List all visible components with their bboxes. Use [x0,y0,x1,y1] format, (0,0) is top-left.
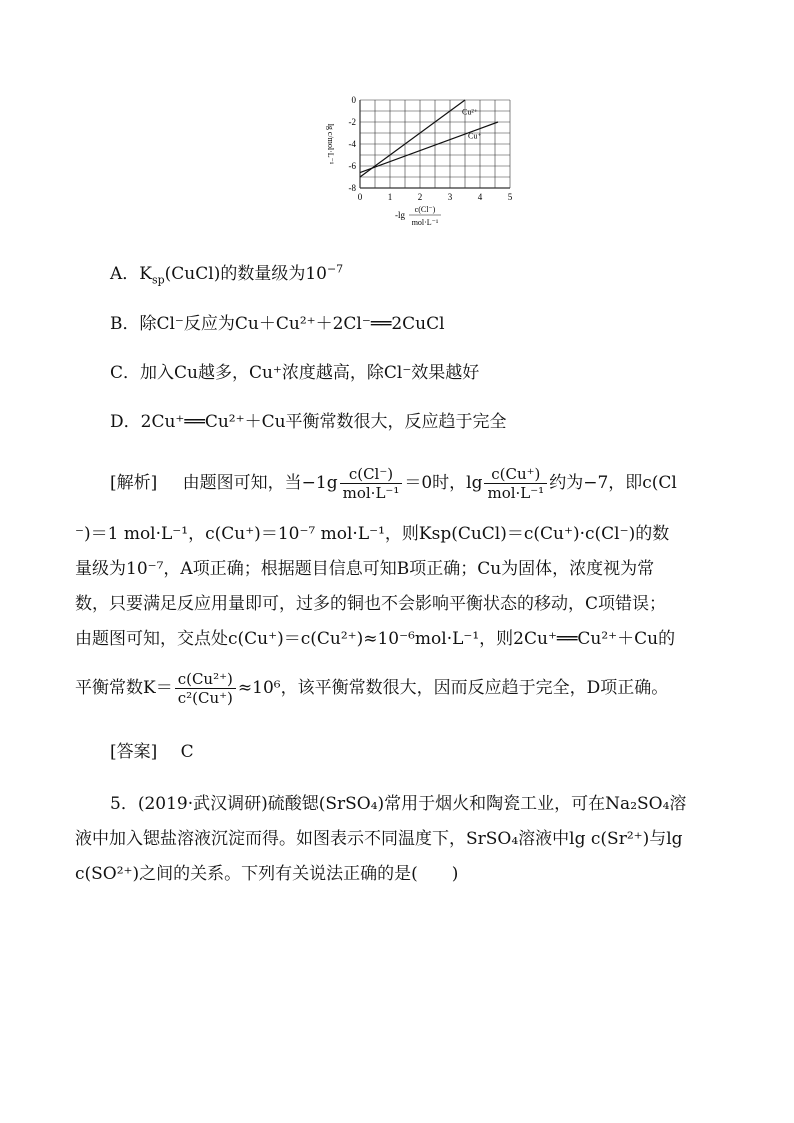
question-5-line-1: 5．(2019·武汉调研)硫酸锶(SrSO₄)常用于烟火和陶瓷工业，可在Na₂SO₄溶 [110,794,687,814]
analysis-text-6a: 平衡常数K＝ [75,678,173,698]
option-a-text: (CuCl)的数量级为10 [164,264,327,284]
y-axis-label: lg c/mol·L⁻¹ [326,123,335,165]
x-tick-label: 2 [417,192,423,202]
fraction-cu [484,465,547,502]
analysis-tag: [解析] [110,473,158,493]
y-tick-label: -8 [348,183,356,193]
y-tick-label: -4 [348,139,356,149]
fraction-cl-num: c(Cl⁻) [340,465,403,484]
analysis-text-6b: ≈10⁶，该平衡常数很大，因而反应趋于完全，D项正确。 [237,678,669,698]
series-label-cu2: Cu²⁺ [462,107,478,117]
option-a-exp: −7 [326,262,344,276]
fraction-k-den: c²(Cu⁺) [177,689,233,707]
option-c: C．加入Cu越多，Cu⁺浓度越高，除Cl⁻效果越好 [110,363,480,383]
fraction-k [175,670,236,707]
question-5-line-3: c(SO²⁺)之间的关系。下列有关说法正确的是( ) [75,864,459,884]
option-a-sub: sp [151,273,165,287]
answer-value: C [180,742,194,762]
answer-line [110,740,194,764]
y-tick-label: -6 [348,161,356,171]
x-tick-label: 5 [507,192,513,202]
option-a [110,262,343,286]
fraction-cu-den: mol·L⁻¹ [487,484,545,502]
option-d: D．2Cu⁺══Cu²⁺＋Cu平衡常数很大，反应趋于完全 [110,412,507,432]
analysis-line-4: 数，只要满足反应用量即可，过多的铜也不会影响平衡状态的移动，C项错误； [75,594,667,614]
x-tick-label: 3 [447,192,453,202]
fraction-cl-den: mol·L⁻¹ [342,484,400,502]
analysis-line-5: 由题图可知，交点处c(Cu⁺)＝c(Cu²⁺)≈10⁻⁶mol·L⁻¹，则2Cu⁺══Cu²⁺＋Cu的 [75,629,676,649]
option-b: B．除Cl⁻反应为Cu＋Cu²⁺＋2Cl⁻══2CuCl [110,314,445,334]
x-tick-label: 1 [387,192,393,202]
analysis-text-1c: 约为−7，即c(Cl [549,473,677,493]
x-axis-label-num: c(Cl⁻) [414,205,436,214]
x-axis-label-den: mol·L⁻¹ [411,218,439,227]
question-5-line-2: 液中加入锶盐溶液沉淀而得。如图表示不同温度下，SrSO₄溶液中lg c(Sr²⁺)与lg [75,829,683,849]
option-a-prefix: A．K [110,264,152,284]
fraction-cl [340,465,403,502]
x-tick-label: 0 [357,192,363,202]
cu-cl-chart [310,90,530,235]
answer-tag: [答案] [110,742,158,762]
fraction-cu-num: c(Cu⁺) [484,465,547,484]
series-label-cu1: Cu⁺ [468,131,482,141]
analysis-text-1b: ＝0时，lg [404,473,483,493]
x-axis-label-prefix: -lg [395,210,405,220]
series-line-cu1 [360,122,498,173]
x-tick-label: 4 [477,192,483,202]
analysis-line-2: ⁻)＝1 mol·L⁻¹，c(Cu⁺)＝10⁻⁷ mol·L⁻¹，则Ksp(CuCl)＝c(Cu⁺)·c(Cl⁻)的数 [75,524,670,544]
series-line-cu2 [360,100,465,177]
analysis-text-1a: 由题图可知，当−1g [182,473,338,493]
analysis-line-1 [110,465,677,502]
fraction-k-num: c(Cu²⁺) [175,670,236,689]
analysis-line-3: 量级为10⁻⁷，A项正确；根据题目信息可知B项正确；Cu为固体，浓度视为常 [75,559,655,579]
y-tick-label: 0 [351,95,356,105]
y-tick-label: -2 [348,117,356,127]
analysis-line-6 [75,670,668,707]
